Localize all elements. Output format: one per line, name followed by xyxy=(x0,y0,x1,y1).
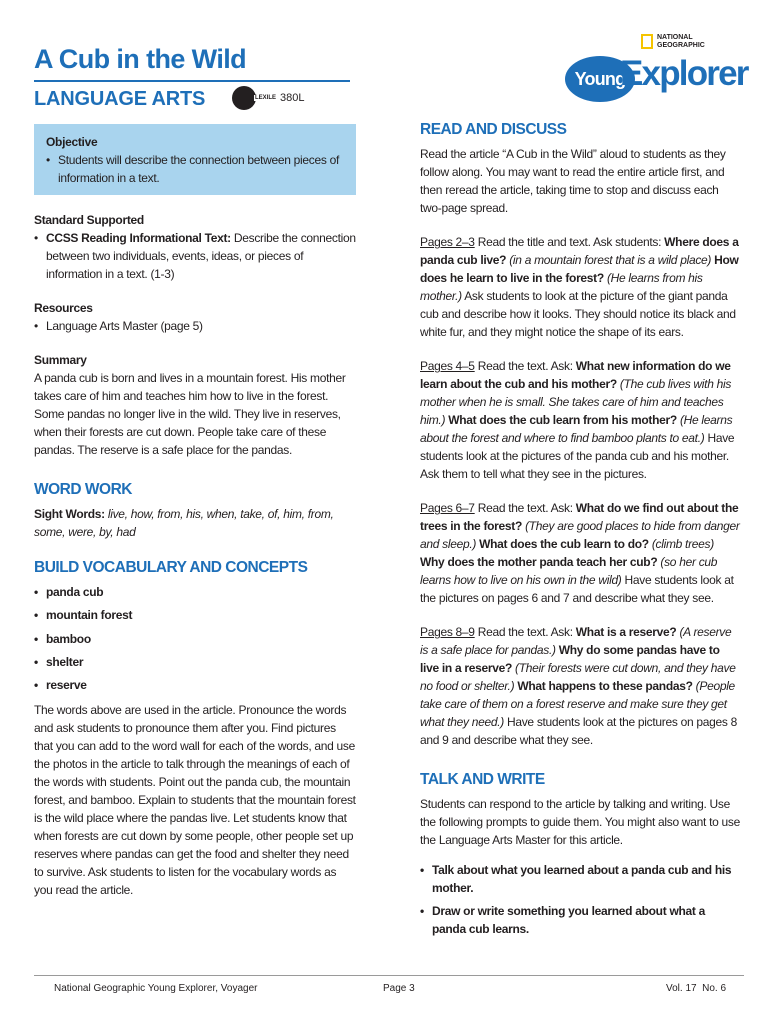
talk-write-intro: Students can respond to the article by talking and writing. Use the following prompts to guide them. You might also want to use the Language Arts Master for this article. xyxy=(420,797,740,847)
footer-page-number: Page 3 xyxy=(383,983,415,994)
resource-item: • Language Arts Master (page 5) xyxy=(34,317,356,335)
prompt-item: • Talk about what you learned about a panda cub and his mother. xyxy=(420,861,740,897)
spread-pages-8-9: Pages 8–9 Read the text. Ask: What is a reserve? (A reserve is a safe place for pandas.) Why do some pandas have to live in a reserve? (Their forests were cut down, and they have no food or shelter.) What happens to these pandas? (People take care of them on a forest reserve and make sure they get what they need.) Have students look at the pictures on pages 8 and 9 and describe what they see. xyxy=(420,625,737,747)
subject-label: LANGUAGE ARTS xyxy=(34,88,206,110)
young-wordmark: Young xyxy=(565,56,635,102)
footer-divider xyxy=(34,975,744,976)
lexile-level: 380L xyxy=(280,92,305,104)
page-title: A Cub in the Wild xyxy=(34,44,247,74)
vocab-item: • mountain forest xyxy=(34,606,356,624)
prompt-item: • Draw or write something you learned about what a panda cub learns. xyxy=(420,902,740,938)
national-geographic-border-icon xyxy=(641,34,653,49)
objective-heading: Objective xyxy=(46,135,98,149)
spread-pages-2-3: Pages 2–3 Read the title and text. Ask students: Where does a panda cub live? (in a mountain forest that is a wild place) How does he learn to live in the forest? (He learns from his mother.) Ask students to look at the picture of the giant panda cub and describe how it looks. They should notice its black and white fur, and they might notice the shape of its ears. xyxy=(420,235,739,339)
vocab-section xyxy=(34,558,356,899)
summary-heading: Summary xyxy=(34,353,87,367)
objective-item: • Students will describe the connection between pieces of information in a text. xyxy=(46,151,342,187)
lexile-seal-icon xyxy=(232,86,256,110)
resources-section xyxy=(34,299,356,335)
sight-words: Sight Words: live, how, from, his, when, take, of, him, from, some, were, by, had xyxy=(34,507,334,539)
summary-section xyxy=(34,351,356,459)
resources-heading: Resources xyxy=(34,301,93,315)
vocab-item: • panda cub xyxy=(34,583,356,601)
vocab-list xyxy=(34,583,356,694)
word-work-heading: WORD WORK xyxy=(34,481,132,498)
vocab-item: • bamboo xyxy=(34,630,356,648)
spread-pages-4-5: Pages 4–5 Read the text. Ask: What new information do we learn about the cub and his mother? (The cub lives with his mother when he is small. She takes care of him and teaches him.) What does the cub learn from his mother? (He learns about the forest and where to find bamboo plants to eat.) Have students look at the pictures of the panda cub and his mother. Ask them to tell what they see in the pictures. xyxy=(420,359,735,481)
spread-pages-label: Pages 2–3 xyxy=(420,235,475,249)
title-divider xyxy=(34,80,350,82)
right-column xyxy=(420,120,740,943)
standard-heading: Standard Supported xyxy=(34,213,144,227)
spread-pages-label: Pages 8–9 xyxy=(420,625,475,639)
read-discuss-heading: READ AND DISCUSS xyxy=(420,121,567,138)
explorer-wordmark: Explorer xyxy=(620,54,748,93)
national-geographic-wordmark: NATIONAL GEOGRAPHIC xyxy=(657,34,705,49)
lexile-mark: LEXILE xyxy=(255,95,277,101)
read-discuss-intro: Read the article “A Cub in the Wild” aloud to students as they follow along. You may want to read the entire article first, and then reread the article, taking time to stop and discuss each two-page spread. xyxy=(420,147,726,215)
footer-publication: National Geographic Young Explorer, Voyager xyxy=(54,983,258,994)
word-work-section xyxy=(34,480,356,541)
summary-text: A panda cub is born and lives in a mountain forest. His mother takes care of him and teaches him how to live in the forest. Some pandas no longer live in the wild. They live in reserves, when their forests are cut down. People take care of these pandas. The reserve is a safe place for the pandas. xyxy=(34,371,346,457)
spread-pages-label: Pages 6–7 xyxy=(420,501,475,515)
lexile-badge xyxy=(232,84,305,112)
vocab-heading: BUILD VOCABULARY AND CONCEPTS xyxy=(34,559,308,576)
standard-item: • CCSS Reading Informational Text: Describe the connection between two individuals, events, ideas, or pieces of information in a text. (1-3) xyxy=(34,229,356,283)
talk-write-heading: TALK AND WRITE xyxy=(420,771,545,788)
spread-pages-6-7: Pages 6–7 Read the text. Ask: What do we find out about the trees in the forest? (They are good places to hide from danger and sleep.) What does the cub learn to do? (climb trees) Why does the mother panda teach her cub? (so her cub learns how to live on his own in the wild) Have students look at the pictures on pages 6 and 7 and describe what they see. xyxy=(420,501,740,605)
young-explorer-logo xyxy=(565,34,748,104)
spread-pages-label: Pages 4–5 xyxy=(420,359,475,373)
vocab-text: The words above are used in the article. Pronounce the words and ask students to pronounce them after you. Find pictures that you can add to the word wall for each of the words, and use the photos in the article to talk through the meanings of each of the words with students. Point out the panda cub, the mountain forest, and bamboo. Explain to students that the mountain forest is the wild place where the pandas live. Let students know that when forests are cut down by some people, other people set up reserves where pandas can get the food and shelter they need to survive. Ask students to listen for the vocabulary words as you read the article. xyxy=(34,703,356,898)
footer-volume: Vol. 17 No. 6 xyxy=(666,983,727,994)
vocab-item: • shelter xyxy=(34,653,356,671)
objective-box xyxy=(34,124,356,195)
standard-section xyxy=(34,211,356,283)
vocab-item: • reserve xyxy=(34,676,356,694)
left-column xyxy=(34,124,356,899)
prompt-list xyxy=(420,861,740,938)
